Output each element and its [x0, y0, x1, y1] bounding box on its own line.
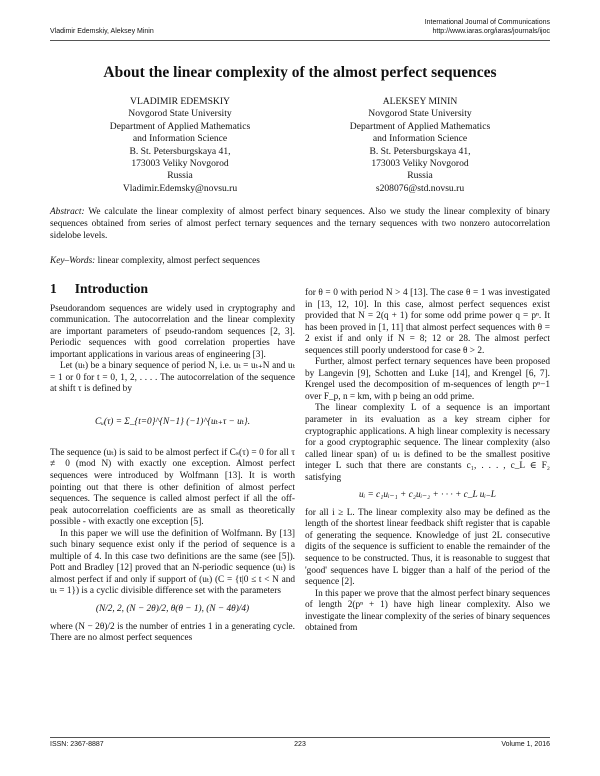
author-line: 173003 Veliky Novgorod: [371, 158, 469, 170]
author-line: Russia: [407, 170, 433, 182]
equation-recurrence: uᵢ = c₁uᵢ₋₁ + c₂uᵢ₋₂ + · · · + c_L uᵢ₋L: [359, 490, 496, 501]
author-email: Vladimir.Edemsky@novsu.ru: [122, 182, 238, 194]
paragraph: where (N − 2θ)/2 is the number of entries 1 in a generating cycle. There are no almost perfect sequences: [50, 621, 295, 644]
author-name: ALEKSEY MININ: [382, 96, 458, 107]
author-line: and Information Science: [132, 133, 228, 145]
author-block-2: [300, 96, 540, 195]
journal-url: http://www.iaras.org/iaras/journals/ijoc: [432, 28, 550, 35]
running-head-authors: Vladimir Edemskiy, Aleksey Minin: [50, 28, 154, 35]
section-title: Introduction: [74, 281, 149, 296]
keywords-text: linear complexity, almost perfect sequences: [97, 256, 260, 266]
author-line: B. St. Petersburgskaya 41,: [129, 145, 231, 157]
section-heading: [50, 283, 295, 295]
section-number: 1: [50, 281, 57, 296]
footer-page-number: 223: [294, 741, 306, 748]
paragraph: Let (uₜ) be a binary sequence of period N, i.e. uₜ = uₜ₊N and uₜ = 1 or 0 for t = 0, 1, 2, . . . . The autocorrelation of the sequence at shift τ is defined by: [50, 361, 295, 395]
author-line: Novgorod State University: [128, 108, 232, 120]
author-line: 173003 Veliky Novgorod: [131, 158, 229, 170]
paragraph: In this paper we prove that the almost perfect binary sequences of length 2(pⁿ + 1) have high linear complexity. Also we investigate the linear complexity of the series of binary sequences obtained from: [305, 588, 550, 634]
keywords: [50, 256, 550, 266]
paragraph: for all i ≥ L. The linear complexity also may be defined as the length of the shortest linear feedback shift register that is capable of generating the sequence. Knowledge of just 2L consecutive digits of the sequence is sufficient to enable the remainder of the sequence to be constructed. Thus, it is reasonable to suggest that 'good' sequences have L bigger than a half of the period of the sequence [2].: [305, 507, 550, 588]
abstract-label: Abstract:: [50, 207, 85, 217]
abstract-text: We calculate the linear complexity of almost perfect binary sequences. Also we study the linear complexity of binary sequences obtained from series of almost perfect ternary sequences and the ternary sequences with two nonzero autocorrelation sidelobe levels.: [50, 207, 551, 241]
footer-issn: ISSN: 2367-8887: [50, 741, 104, 748]
paragraph: Pseudorandom sequences are widely used in cryptography and communication. The autocorrelation and the linear complexity are important parameters of pseudo-random sequences [2, 3]. Periodic sequences with good correlation properties have important applications in various areas of engineering [3].: [50, 303, 295, 360]
keywords-label: Key–Words:: [50, 256, 96, 266]
abstract: [50, 207, 550, 242]
author-line: Department of Applied Mathematics: [109, 120, 251, 132]
footer-volume: Volume 1, 2016: [501, 741, 550, 748]
author-line: B. St. Petersburgskaya 41,: [369, 145, 471, 157]
header-rule: [50, 40, 550, 41]
author-block-1: [60, 96, 300, 195]
author-line: Department of Applied Mathematics: [349, 120, 491, 132]
paragraph: In this paper we will use the definition of Wolfmann. By [13] such binary sequence exist only if the period of sequence is a multiple of 4. In this case two definitions are the same (see [5]). Pott and Bradley [12] proved that an N-periodic sequence (uₜ) is almost perfect if and only if support of (uₜ) (C = {t|0 ≤ t < N and uₜ = 1}) is a cyclic divisible difference set with the parameters: [50, 528, 295, 597]
equation-autocorrelation: Cᵤ(τ) = Σ_{t=0}^{N−1} (−1)^{uₜ₊τ − uₜ}.: [94, 416, 251, 427]
running-head-journal: [425, 18, 550, 36]
right-column: [305, 288, 550, 635]
paragraph: The linear complexity L of a sequence is an important parameter in its evaluation as a key stream cipher for cryptographic applications. A high linear complexity is necessary for a good cryptographic sequence. The linear complexity (also called linear span) of uₜ is defined to be the smallest positive integer L such that there are constants c₁, . . . , c_L ∈ F₂ satisfying: [305, 403, 550, 483]
paragraph: Further, almost perfect ternary sequences have been proposed by Langevin [9], Schotten and Luke [14], and Krengel [6, 7]. Krengel used the decomposition of m-sequences of length pⁿ−1 over F_p, n = km, with p being an odd prime.: [305, 357, 550, 402]
author-email: s208076@std.novsu.ru: [375, 182, 465, 194]
author-line: Russia: [167, 170, 193, 182]
equation-parameters: (N/2, 2, (N − 2θ)/2, θ(θ − 1), (N − 4θ)/4): [95, 604, 250, 615]
author-name: VLADIMIR EDEMSKIY: [130, 96, 230, 107]
author-line: Novgorod State University: [368, 108, 472, 120]
author-line: and Information Science: [372, 133, 468, 145]
paper-title: About the linear complexity of the almost perfect sequences: [103, 64, 497, 81]
journal-name: International Journal of Communications: [424, 19, 550, 26]
paragraph: for θ = 0 with period N > 4 [13]. The case θ = 1 was investigated in [13, 12, 10]. In this case, almost perfect sequences exist provided that N = 2(q + 1) for some odd prime power q = pⁿ. It has been proved in [1, 11] that almost perfect sequences with θ = 2 exist if and only if N = 8; 12 or 28. The almost perfect sequences still poorly understood for case θ > 2.: [305, 288, 550, 356]
paragraph: The sequence (uₜ) is said to be almost perfect if Cₛ(τ) = 0 for all τ ≢ 0 (mod N) with exactly one exception. Almost perfect sequences were introduced by Wolfmann [13]. It is worth pointing out that there is other definition of almost perfect sequences. The sequence is called almost perfect if all the off-peak autocorrelation coefficients are as small as theoretically possible - with exactly one exception [5].: [50, 447, 295, 528]
left-column: [50, 283, 295, 645]
footer-rule: [50, 737, 550, 738]
